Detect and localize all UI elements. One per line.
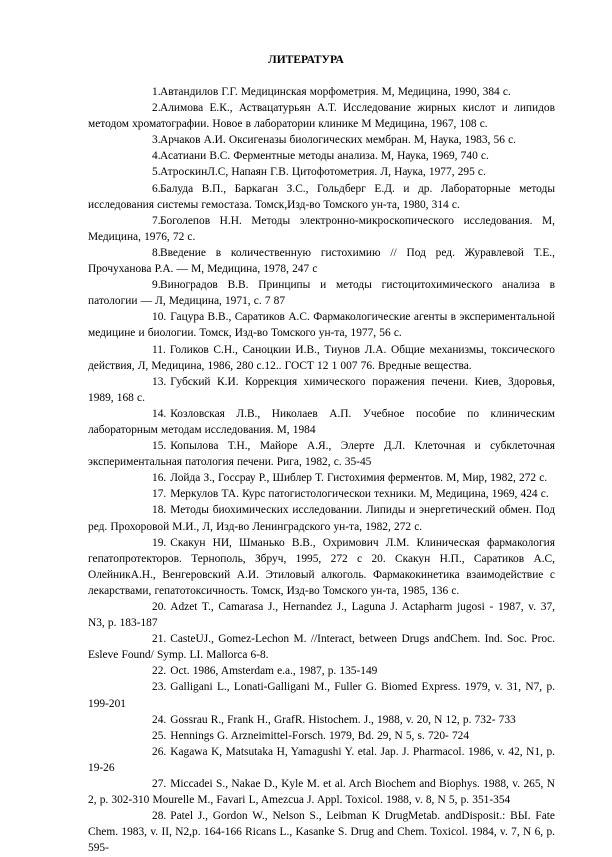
- reference-item: [88, 181, 555, 213]
- reference-number: 3.: [152, 134, 161, 147]
- reference-item: [88, 470, 555, 486]
- reference-text: Adzet T., Camarasa J., Hernandez J., Laguna J. Actapharm jugosi - 1987, v. 37, N3, p. 183-187: [88, 601, 555, 630]
- reference-text: Гацура В.В., Саратиков А.С. Фармакологические агенты в экспериментальной медицине и биологии. Томск, Изд-во Томского ун-та, 1977, 56 с.: [88, 311, 555, 340]
- reference-number: 20.: [152, 601, 167, 613]
- page-title: ЛИТЕРАТУРА: [268, 54, 344, 66]
- reference-item: [88, 486, 555, 502]
- reference-text: Губский К.И. Коррекция химического поражения печени. Киев, Здоровья, 1989, 168 с.: [88, 375, 555, 404]
- reference-item: [88, 776, 555, 808]
- reference-text: Kagawa K, Matsutaka H, Yamagushi Y. etal. Jap. J. Pharmacol. 1986, v. 42, N1, p. 19-26: [88, 745, 555, 774]
- reference-number: 22.: [152, 665, 167, 678]
- reference-number: 16.: [152, 472, 167, 485]
- reference-number: 10.: [152, 311, 167, 324]
- reference-text: CasteUJ., Gomez-Lechon M. //Interact, between Drugs andChem. Ind. Soc. Proc. Esleve Found/ Symp. LI. Mallorca 6-8.: [88, 633, 555, 662]
- reference-item: [88, 277, 555, 309]
- reference-number: 2.: [152, 102, 161, 115]
- reference-number: 28.: [152, 810, 167, 823]
- reference-item: [88, 406, 555, 438]
- reference-item: [88, 342, 555, 374]
- reference-item: [88, 438, 555, 470]
- reference-number: 25.: [152, 729, 167, 742]
- reference-number: 18.: [152, 504, 167, 517]
- reference-number: 19.: [152, 536, 167, 549]
- reference-text: Miccadei S., Nakae D., Kyle M. et al. Arch Biochem and Biophys. 1988, v. 265, N 2, p. 302-310 Mourelle M., Favari L, Amezcua J. Appl. Toxicol. 1988, v. 8, N 5, p. 351-354: [88, 778, 555, 807]
- reference-number: 14.: [152, 407, 167, 420]
- reference-text: Patel J., Gordon W., Nelson S., Leibman K DrugMetab. andDisposit.: BЫ. Fate Chem. 1983, v. II, N2,p. 164-166 Ricans L., Kasanke S. Drug and Chem. Toxicol. 1984, v. 7, N 6, p. 595-: [88, 810, 555, 855]
- reference-item: [88, 663, 555, 679]
- reference-item: [88, 213, 555, 245]
- reference-item: [88, 245, 555, 277]
- reference-text: Асатиани В.С. Ферментные методы анализа. М, Наука, 1969, 740 с.: [160, 150, 489, 163]
- reference-number: 26.: [152, 745, 167, 758]
- reference-item: [88, 535, 555, 599]
- reference-text: Меркулов ТА. Курс патогистологическои техники. М, Медицина, 1969, 424 с.: [170, 488, 549, 501]
- reference-item: [88, 808, 555, 856]
- reference-text: Арчаков А.И. Оксигеназы биологических мембран. М, Наука, 1983, 56 с.: [160, 134, 516, 147]
- reference-number: 7.: [152, 214, 161, 227]
- reference-text: Скакун НИ, Шманько В.В., Охримович Л.М. Клиническая фармакология гепатопротекторов. Тернополь, Збруч, 1995, 272 с 20. Скакун Н.П., Саратиков А.С, ОлейникА.Н., Венгеровский А.И. Этиловый алкоголь. Фармакокинетика взаимодействие с лекарствами, гепатотоксичность. Томск, Изд-во Томского ун-та, 1985, 136 с.: [88, 536, 555, 597]
- reference-text: Методы биохимических исследовании. Липиды и энергетический обмен. Под ред. Прохоровой М.И., Л, Изд-во Ленинградского ун-та, 1982, 272 с.: [88, 504, 555, 533]
- reference-item: [88, 679, 555, 711]
- reference-number: 6.: [152, 182, 161, 195]
- reference-number: 4.: [152, 150, 161, 163]
- reference-number: 21.: [152, 633, 167, 646]
- reference-item: [88, 712, 555, 728]
- reference-item: [88, 309, 555, 341]
- reference-number: 23.: [152, 681, 167, 694]
- reference-number: 15.: [152, 440, 167, 453]
- reference-text: Алимова Е.К., Аствацатурьян А.Т. Исследование жирных кислот и липидов методом хроматографии. Новое в лаборатории клинике М Медицина, 1967, 108 с.: [88, 102, 555, 131]
- reference-text: Введение в количественную гистохимию // Под ред. Журавлевой Т.Е., Прочуханова Р.А. — М, Медицина, 1978, 247 с: [88, 246, 555, 276]
- reference-text: Galligani L., Lonati-Galligani M., Fuller G. Biomed Express. 1979, v. 31, N7, p. 199-201: [88, 681, 555, 710]
- reference-text: Козловская Л.В., Николаев А.П. Учебное пособие по клиническим лабораторным методам исследования. М, 1984: [88, 407, 555, 436]
- reference-number: 8.: [152, 246, 161, 259]
- reference-item: [88, 132, 555, 148]
- reference-list: [88, 84, 555, 857]
- reference-text: Копылова Т.Н., Майоре А.Я., Элерте Д.Л. Клеточная и субклеточная экспериментальная патология печени. Рига, 1982, с. 35-45: [88, 440, 555, 469]
- reference-number: 13.: [152, 375, 167, 388]
- reference-number: 24.: [152, 713, 167, 726]
- reference-item: [88, 728, 555, 744]
- reference-text: Голиков С.Н., Саноцкии И.В., Тиунов Л.А. Общие механизмы, токсического действия, Л, Медицина, 1986, 280 с.12.. ГОСТ 12 1 007 76. Вредные вещества.: [88, 343, 555, 372]
- reference-number: 27.: [152, 778, 167, 791]
- reference-number: 11.: [152, 343, 166, 356]
- reference-item: [88, 148, 555, 164]
- reference-number: 17.: [152, 488, 167, 501]
- reference-item: [88, 374, 555, 406]
- reference-item: [88, 744, 555, 776]
- reference-item: [88, 631, 555, 663]
- reference-text: АтроскинЛ.С, Напаян Г.В. Цитофотометрия. Л, Наука, 1977, 295 с.: [160, 166, 486, 179]
- reference-number: 9.: [152, 279, 161, 292]
- reference-text: Балуда В.П., Баркаган З.С., Гольдберг Е.Д. и др. Лабораторные методы исследования системы гемостаза. Томск,Изд-во Томского ун-та, 1980, 314 с.: [88, 182, 555, 211]
- reference-text: Боголепов Н.Н. Методы электронно-микроскопического исследования. М, Медицина, 1976, 72 с.: [88, 214, 555, 243]
- reference-text: Автандилов Г.Г. Медицинская морфометрия. М, Медицина, 1990, 384 с.: [160, 86, 511, 98]
- reference-item: [88, 599, 555, 631]
- reference-text: Hennings G. Arzneimittel-Forsch. 1979, Bd. 29, N 5, s. 720- 724: [170, 729, 470, 742]
- reference-text: Gossrau R., Frank H., GrafR. Histochem. J., 1988, v. 20, N 12, p. 732- 733: [170, 713, 516, 726]
- reference-item: [88, 84, 555, 100]
- reference-text: Виноградов В.В. Принципы и методы гистоцитохимического анализа в патологии — Л, Медицина, 1971, с. 7 87: [88, 279, 555, 308]
- reference-item: [88, 502, 555, 534]
- reference-item: [88, 164, 555, 180]
- reference-number: 1.: [152, 86, 161, 98]
- reference-item: [88, 100, 555, 132]
- reference-text: Лойда З., Госсрау Р., Шиблер Т. Гистохимия ферментов. М, Мир, 1982, 272 с.: [170, 472, 548, 485]
- reference-text: Oct. 1986, Amsterdam e.a., 1987, p. 135-149: [170, 665, 378, 678]
- reference-number: 5.: [152, 166, 161, 179]
